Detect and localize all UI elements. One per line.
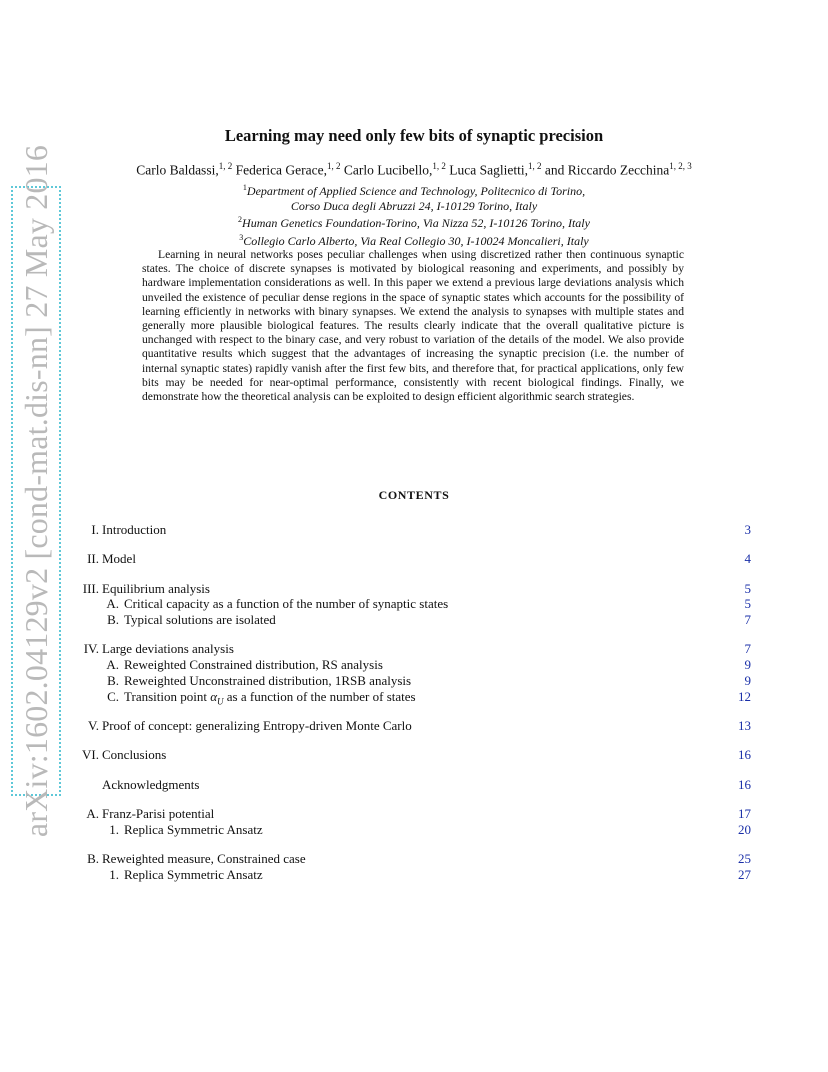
toc-page-link[interactable]: 7 — [744, 641, 751, 656]
toc-number: A. — [106, 657, 119, 672]
toc-page-link[interactable]: 4 — [744, 551, 751, 566]
toc-title: Proof of concept: generalizing Entropy-driven Monte Carlo — [102, 718, 412, 733]
contents-heading: CONTENTS — [378, 488, 450, 502]
toc-page-link[interactable]: 16 — [738, 777, 751, 792]
toc-title: Equilibrium analysis — [102, 581, 210, 596]
toc-page-link[interactable]: 17 — [738, 806, 751, 821]
toc-entry[interactable] — [77, 522, 751, 538]
toc-number: B. — [87, 851, 99, 866]
abstract: Learning in neural networks poses peculiar challenges when using discretized rather then continuous synaptic states. The choice of discrete synapses is motivated by biological reasoning and experiments, and possibly by hardware implementation considerations as well. In this paper we extend a previous large deviations analysis which unveiled the existence of peculiar dense regions in the space of synaptic states which accounts for the possibility of learning efficiently in networks with binary synapses. We extend the analysis to synapses with multiple states and generally more plausible biological features. The results clearly indicate that the overall qualitative picture is unchanged with respect to the binary case, and very robust to variation of the details of the model. We also provide quantitative results which suggest that the advantages of increasing the synaptic precision (i.e. the number of internal synaptic states) rapidly vanish after the first few bits, and therefore that, for practical applications, only few bits may be needed for near-optimal performance, consistently with recent biological findings. Finally, we demonstrate how the theoretical analysis can be exploited to design efficient algorithmic search strategies. — [142, 248, 684, 404]
author-affil-marker: 1, 2 — [432, 161, 446, 171]
toc-entry[interactable] — [77, 718, 751, 734]
toc-title: Franz-Parisi potential — [102, 806, 215, 821]
toc-page-link[interactable]: 16 — [738, 747, 751, 762]
paper-title: Learning may need only few bits of synaptic precision — [224, 126, 604, 145]
toc-number: VI. — [82, 747, 99, 762]
toc-number: A. — [106, 596, 119, 611]
toc-title: Reweighted Constrained distribution, RS analysis — [124, 657, 383, 672]
author-affil-marker: 1, 2 — [327, 161, 341, 171]
toc-page-link[interactable]: 5 — [744, 596, 751, 611]
alpha-u-symbol: α — [210, 689, 218, 704]
toc-title — [124, 689, 416, 710]
toc-number: V. — [88, 718, 99, 733]
author-name: Carlo Lucibello, — [343, 162, 433, 178]
toc-title: Reweighted Unconstrained distribution, 1RSB analysis — [124, 673, 412, 688]
toc-title: Acknowledgments — [102, 777, 200, 792]
toc-page-link[interactable]: 5 — [744, 581, 751, 596]
toc-entry[interactable] — [77, 551, 751, 567]
toc-number: B. — [107, 673, 119, 688]
affiliation-line: Department of Applied Science and Technology, Politecnico di Torino, — [246, 184, 586, 198]
toc-entry[interactable] — [77, 851, 751, 867]
toc-number: A. — [86, 806, 99, 821]
toc-subentry[interactable] — [77, 657, 751, 673]
toc-title: Critical capacity as a function of the number of synaptic states — [124, 596, 449, 611]
toc-page-link[interactable]: 9 — [744, 673, 751, 688]
toc-title: Large deviations analysis — [102, 641, 234, 656]
toc-number: III. — [82, 581, 99, 596]
toc-title-part: Transition point — [124, 689, 211, 704]
toc-number: IV. — [83, 641, 99, 656]
toc-title-part: as a function of the number of states — [223, 689, 416, 704]
affiliation-marker: 2 — [238, 215, 243, 225]
toc-subentry[interactable] — [77, 673, 751, 689]
toc-subentry[interactable] — [77, 867, 751, 883]
toc-number: B. — [107, 612, 119, 627]
toc-title: Typical solutions are isolated — [124, 612, 276, 627]
toc-title: Replica Symmetric Ansatz — [124, 867, 263, 882]
toc-page-link[interactable]: 25 — [738, 851, 751, 866]
toc-page-link[interactable]: 9 — [744, 657, 751, 672]
toc-page-link[interactable]: 3 — [744, 522, 751, 537]
toc-subentry[interactable] — [77, 612, 751, 628]
toc-subentry[interactable] — [77, 689, 751, 705]
alpha-u-subscript: U — [217, 696, 224, 707]
toc-title: Replica Symmetric Ansatz — [124, 822, 263, 837]
toc-number: I. — [91, 522, 99, 537]
toc-page-link[interactable]: 12 — [738, 689, 751, 704]
toc-number: C. — [107, 689, 119, 704]
author-name: Carlo Baldassi, — [136, 162, 219, 178]
author-name: and Riccardo Zecchina — [544, 162, 670, 178]
toc-title: Model — [102, 551, 136, 566]
toc-page-link[interactable]: 7 — [744, 612, 751, 627]
affiliation-marker: 1 — [242, 183, 247, 192]
affiliation-line: Collegio Carlo Alberto, Via Real Collegio 30, I-10024 Moncalieri, Italy — [243, 234, 589, 249]
author-name: Federica Gerace, — [235, 162, 328, 178]
affiliation-marker: 3 — [239, 233, 244, 243]
author-affil-marker: 1, 2 — [218, 161, 233, 171]
toc-page-link[interactable]: 20 — [738, 822, 751, 837]
affiliation-line: Human Genetics Foundation-Torino, Via Nizza 52, I-10126 Torino, Italy — [242, 216, 590, 231]
author-name: Luca Saglietti, — [449, 162, 528, 178]
toc-entry[interactable] — [77, 747, 751, 763]
toc-subentry[interactable] — [77, 822, 751, 838]
toc-title: Reweighted measure, Constrained case — [102, 851, 306, 866]
toc-title: Introduction — [102, 522, 167, 537]
toc-subentry[interactable] — [77, 596, 751, 612]
toc-entry[interactable] — [77, 806, 751, 822]
toc-number: 1. — [109, 822, 119, 837]
author-affil-marker: 1, 2, 3 — [669, 161, 692, 171]
affiliation-continuation: Corso Duca degli Abruzzi 24, I-10129 Torino, Italy — [290, 198, 538, 213]
toc-number: 1. — [109, 867, 119, 882]
toc-entry[interactable] — [77, 581, 751, 597]
author-affil-marker: 1, 2 — [527, 161, 542, 171]
toc-page-link[interactable]: 27 — [738, 867, 751, 882]
toc-entry[interactable] — [77, 777, 751, 793]
toc-number: II. — [87, 551, 99, 566]
arxiv-stamp: arXiv:1602.04129v2 [cond-mat.dis-nn] 27 May 2016 — [11, 186, 61, 796]
toc-page-link[interactable]: 13 — [738, 718, 751, 733]
toc-title: Conclusions — [102, 747, 167, 762]
toc-entry[interactable] — [77, 641, 751, 657]
